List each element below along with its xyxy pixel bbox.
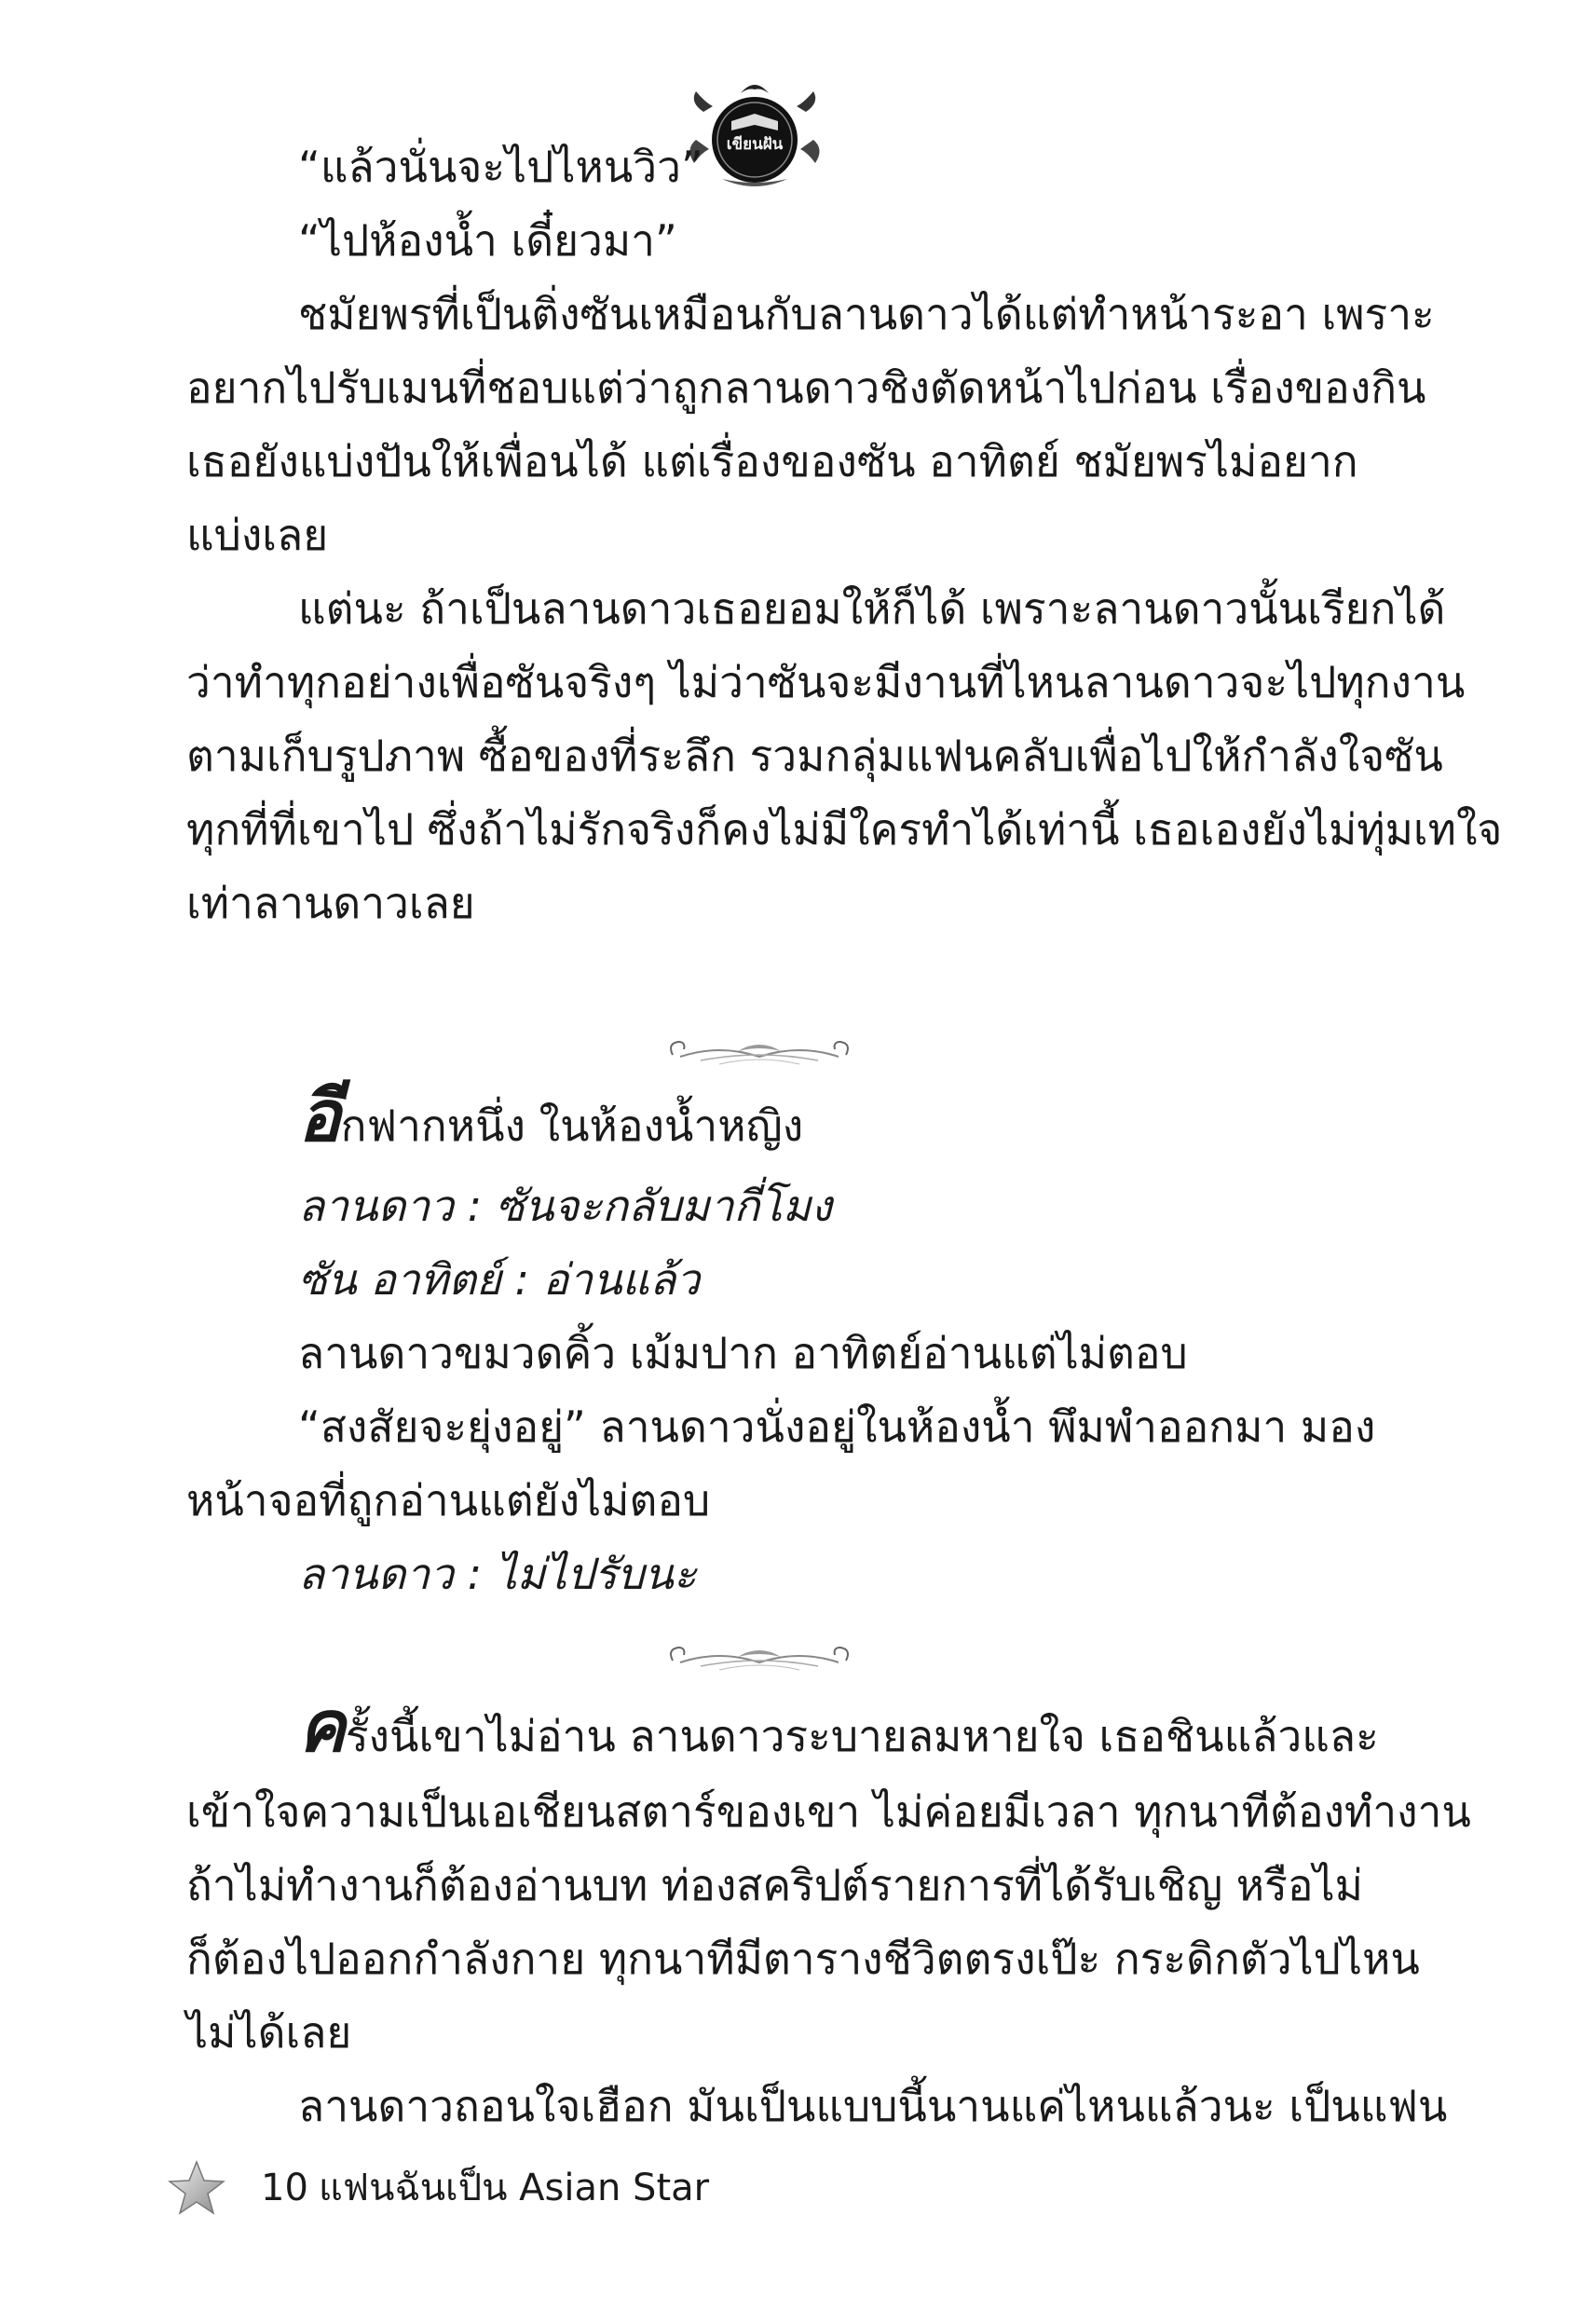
paragraph-line: เท่าลานดาวเลย (186, 878, 475, 928)
paragraph-line: ทุกที่ที่เขาไป ซึ่งถ้าไม่รักจริงก็คงไม่มีใครทำได้เท่านี้ เธอเองยังไม่ทุ่มเทใจ (186, 804, 1503, 855)
paragraph-line: “สงสัยจะยุ่งอยู่” ลานดาวนั่งอยู่ในห้องน้ำ พึมพำออกมา มอง (298, 1402, 1376, 1452)
paragraph-line: ก็ต้องไปออกกำลังกาย ทุกนาทีมีตารางชีวิตตรงเป๊ะ กระดิกตัวไปไหน (186, 1934, 1420, 1984)
book-title: แฟนฉันเป็น Asian Star (319, 2167, 710, 2209)
paragraph-line: “ไปห้องน้ำ เดี๋ยวมา” (298, 215, 677, 266)
paragraph-line: ตามเก็บรูปภาพ ซื้อของที่ระลึก รวมกลุ่มแฟนคลับเพื่อไปให้กำลังใจซัน (186, 731, 1443, 781)
paragraph-line: ครั้งนี้เขาไม่อ่าน ลานดาวระบายลมหายใจ เธอชินแล้วและ (298, 1685, 1379, 1768)
chat-message-line: ซัน อาทิตย์ : อ่านแล้ว (298, 1254, 701, 1305)
paragraph-line: แต่นะ ถ้าเป็นลานดาวเธอยอมให้ก็ได้ เพราะลานดาวนั้นเรียกได้ (298, 583, 1446, 634)
paragraph-line: “แล้วนั่นจะไปไหนวิว” (298, 142, 703, 192)
page-number: 10 (261, 2167, 308, 2209)
paragraph-line: หน้าจอที่ถูกอ่านแต่ยังไม่ตอบ (186, 1475, 711, 1525)
paragraph-line: ว่าทำทุกอย่างเพื่อซันจริงๆ ไม่ว่าซันจะมีงานที่ไหนลานดาวจะไปทุกงาน (186, 657, 1466, 707)
paragraph-line: เข้าใจความเป็นเอเชียนสตาร์ของเขา ไม่ค่อยมีเวลา ทุกนาทีต้องทำงาน (186, 1786, 1471, 1837)
svg-text:เขียนฝัน: เขียนฝัน (726, 135, 784, 154)
paragraph-line: ชมัยพรที่เป็นติ่งซันเหมือนกับลานดาวได้แต่ทำหน้าระอา เพราะ (298, 289, 1435, 339)
paragraph-line: แบ่งเลย (186, 510, 329, 560)
paragraph-line: อีกฟากหนึ่ง ในห้องน้ำหญิง (298, 1074, 804, 1157)
drop-cap: ค (298, 1685, 346, 1768)
star-icon (168, 2160, 225, 2216)
paragraph-line: ลานดาวถอนใจเฮือก มันเป็นแบบนี้นานแค่ไหนแล้วนะ เป็นแฟน (298, 2081, 1448, 2131)
drop-cap: อี (298, 1074, 341, 1157)
chat-message-line: ลานดาว : ซันจะกลับมากี่โมง (298, 1181, 832, 1231)
paragraph-line: เธอยังแบ่งปันให้เพื่อนได้ แต่เรื่องของซัน อาทิตย์ ชมัยพรไม่อยาก (186, 436, 1358, 486)
section-divider-ornament (663, 1640, 855, 1677)
paragraph-line: ลานดาวขมวดคิ้ว เม้มปาก อาทิตย์อ่านแต่ไม่ตอบ (298, 1328, 1188, 1378)
paragraph-line: อยากไปรับเมนที่ชอบแต่ว่าถูกลานดาวชิงตัดหน้าไปก่อน เรื่องของกิน (186, 362, 1426, 413)
section-divider-ornament (663, 1034, 855, 1072)
paragraph-line: ไม่ได้เลย (186, 2007, 352, 2058)
chat-message-line: ลานดาว : ไม่ไปรับนะ (298, 1549, 697, 1599)
paragraph-line: ถ้าไม่ทำงานก็ต้องอ่านบท ท่องสคริปต์รายการที่ได้รับเชิญ หรือไม่ (186, 1860, 1363, 1910)
